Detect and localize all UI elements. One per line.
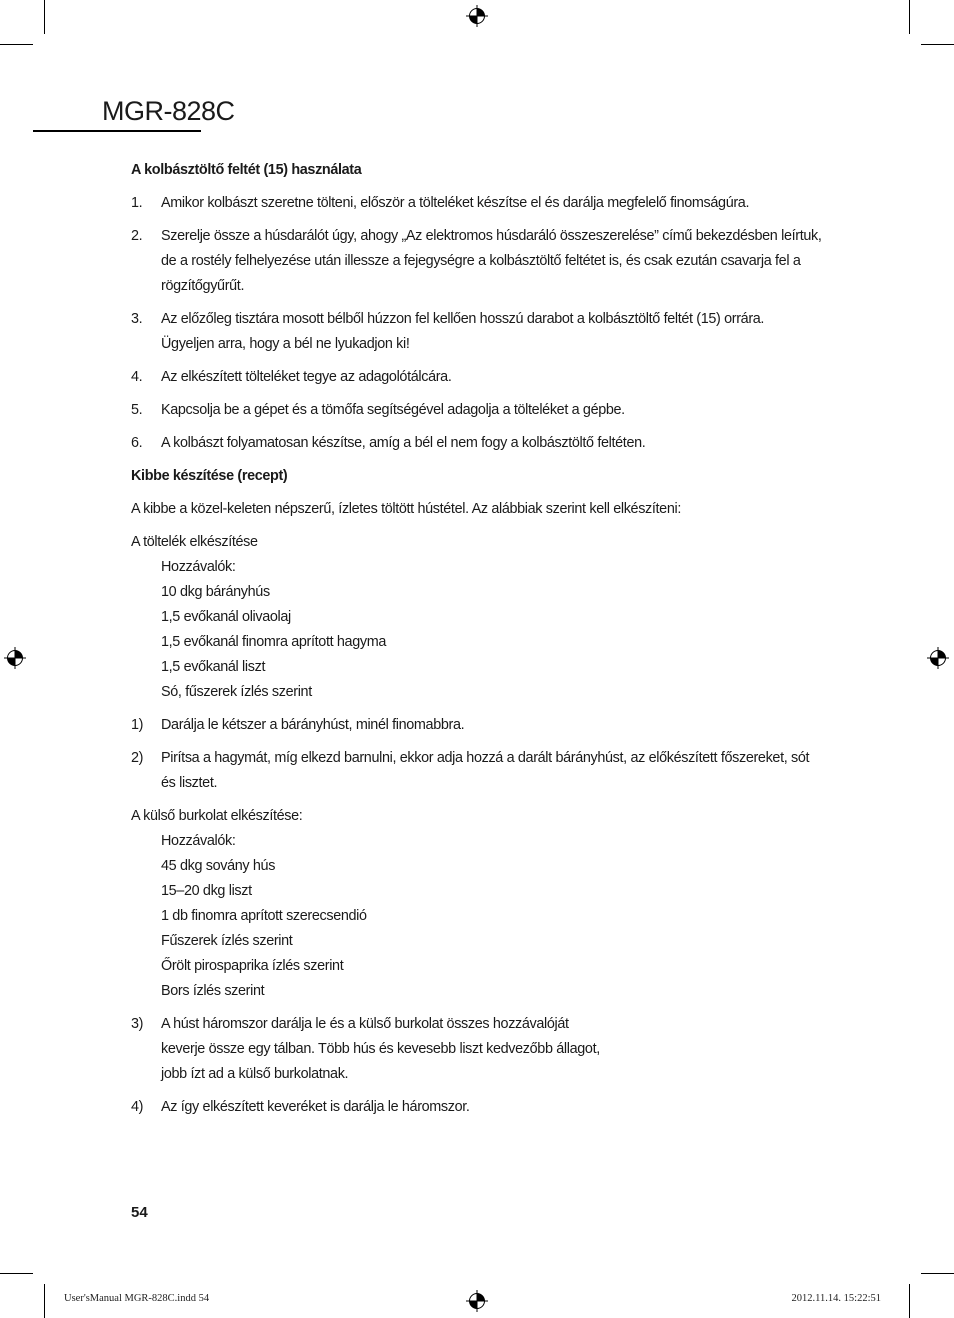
kibbe-intro: A kibbe a közel-keleten népszerű, ízletes töltött hústétel. Az alábbiak szerint kell elkészíteni: (131, 501, 681, 517)
list-item-line: jobb ízt ad a külső burkolatnak. (161, 1066, 349, 1082)
section-heading: A kolbásztöltő feltét (15) használata (131, 162, 362, 178)
filling-block (131, 530, 851, 705)
ingredient-line: 15–20 dkg liszt (161, 883, 252, 899)
list-item-line: Amikor kolbászt szeretne tölteni, először a tölteléket készítse el és darálja megfelelő finomságúra. (161, 195, 750, 211)
shell-ingredients (131, 829, 851, 1004)
model-title: MGR-828C (102, 96, 235, 126)
crop-mark (909, 1284, 910, 1318)
list-item (131, 224, 851, 299)
registration-mark-icon (466, 5, 488, 27)
crop-mark (921, 44, 954, 45)
list-item (131, 365, 851, 390)
list-item-number: 3. (131, 311, 143, 327)
list-item-number: 1) (131, 717, 144, 733)
crop-mark (0, 1273, 33, 1274)
ingredient-line: 1,5 evőkanál olivaolaj (161, 609, 291, 625)
slug-timestamp: 2012.11.14. 15:22:51 (791, 1293, 881, 1304)
list-item (131, 713, 851, 738)
filling-ingredients (131, 555, 851, 705)
list-item-line: A kolbászt folyamatosan készítse, amíg a bél el nem fogy a kolbásztöltő feltéten. (161, 435, 646, 451)
header-rule (33, 130, 201, 132)
filling-steps-list (131, 713, 851, 796)
list-item (131, 1095, 851, 1120)
list-item-number: 4. (131, 369, 143, 385)
crop-mark (44, 1284, 45, 1318)
sausage-steps-list (131, 191, 851, 456)
section-heading: Kibbe készítése (recept) (131, 468, 288, 484)
list-item-line: Darálja le kétszer a bárányhúst, minél finomabbra. (161, 717, 465, 733)
list-item-line: Kapcsolja be a gépet és a tömőfa segítségével adagolja a tölteléket a gépbe. (161, 402, 625, 418)
crop-mark (921, 1273, 954, 1274)
list-item-line: Az elkészített tölteléket tegye az adagolótálcára. (161, 369, 452, 385)
list-item-line: rögzítőgyűrűt. (161, 278, 245, 294)
ingredient-line: Só, fűszerek ízlés szerint (161, 684, 312, 700)
ingredient-line: Bors ízlés szerint (161, 983, 265, 999)
shell-steps-list (131, 1012, 851, 1120)
list-item-number: 2. (131, 228, 143, 244)
list-item-number: 1. (131, 195, 143, 211)
slug-file-info: User'sManual MGR-828C.indd 54 (64, 1293, 210, 1304)
list-item-number: 2) (131, 750, 144, 766)
ingredient-line: 1 db finomra aprított szerecsendió (161, 908, 367, 924)
list-item-line: keverje össze egy tálban. Több hús és kevesebb liszt kedvezőbb állagot, (161, 1041, 600, 1057)
list-item-line: de a rostély felhelyezése után illessze a fejegységre a kolbásztöltő feltétet is, és csak ezután csavarja fel a (161, 253, 801, 269)
ingredient-line: 1,5 evőkanál liszt (161, 659, 266, 675)
list-item (131, 307, 851, 357)
ingredient-line: Hozzávalók: (161, 833, 236, 849)
page-number: 54 (131, 1204, 148, 1221)
list-item-line: és lisztet. (161, 775, 218, 791)
ingredient-line: Hozzávalók: (161, 559, 236, 575)
list-item (131, 746, 851, 796)
registration-mark-icon (927, 647, 949, 669)
crop-mark (44, 0, 45, 34)
registration-mark-icon (4, 647, 26, 669)
list-item-line: Ügyeljen arra, hogy a bél ne lyukadjon ki! (161, 336, 410, 352)
ingredient-line: Őrölt pirospaprika ízlés szerint (161, 958, 344, 974)
ingredient-line: 10 dkg bárányhús (161, 584, 270, 600)
ingredient-line: Fűszerek ízlés szerint (161, 933, 293, 949)
list-item-number: 5. (131, 402, 143, 418)
list-item (131, 191, 851, 216)
shell-block (131, 804, 851, 1004)
list-item (131, 431, 851, 456)
crop-mark (909, 0, 910, 34)
filling-title: A töltelék elkészítése (131, 534, 258, 550)
ingredient-line: 1,5 evőkanál finomra aprított hagyma (161, 634, 386, 650)
list-item-line: Pirítsa a hagymát, míg elkezd barnulni, ekkor adja hozzá a darált bárányhúst, az előkészített főszereket, sót (161, 750, 810, 766)
list-item-number: 6. (131, 435, 143, 451)
shell-title: A külső burkolat elkészítése: (131, 808, 303, 824)
list-item-number: 4) (131, 1099, 144, 1115)
list-item-line: Az előzőleg tisztára mosott bélből húzzon fel kellően hosszú darabot a kolbásztöltő feltét (15) orrára. (161, 311, 765, 327)
page-content (131, 158, 851, 1128)
list-item (131, 398, 851, 423)
ingredient-line: 45 dkg sovány hús (161, 858, 276, 874)
registration-mark-icon (466, 1290, 488, 1312)
crop-mark (0, 44, 33, 45)
list-item-line: Az így elkészített keveréket is darálja le háromszor. (161, 1099, 470, 1115)
list-item-line: Szerelje össze a húsdarálót úgy, ahogy „Az elektromos húsdaráló összeszerelése” című bekezdésben leírtuk, (161, 228, 822, 244)
list-item-number: 3) (131, 1016, 144, 1032)
list-item-line: A húst háromszor darálja le és a külső burkolat összes hozzávalóját (161, 1016, 569, 1032)
list-item (131, 1012, 851, 1087)
